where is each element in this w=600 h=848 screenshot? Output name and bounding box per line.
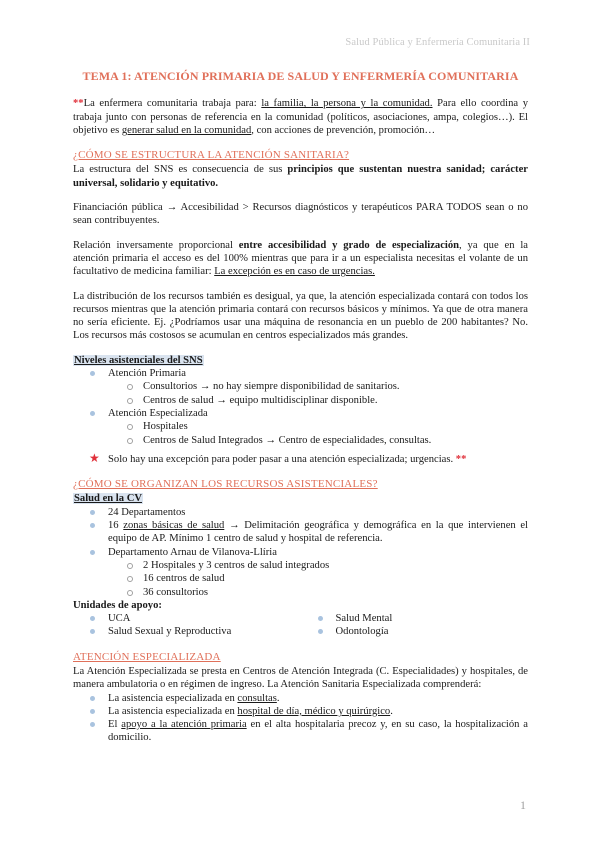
bullet-icon <box>90 722 95 727</box>
section-heading-estructura: ¿CÓMO SE ESTRUCTURA LA ATENCIÓN SANITARIA? <box>73 149 350 162</box>
apoyo-columns <box>73 612 528 639</box>
bullet-icon <box>318 629 323 634</box>
list-item: Salud Sexual y Reproductiva <box>73 625 301 638</box>
cv-heading: Salud en la CV <box>74 493 142 505</box>
especializada-list <box>73 692 528 745</box>
list-item: El apoyo a la atención primaria en el alta hospitalaria precoz y, en su caso, la hospitalización a domicilio. <box>73 718 528 745</box>
bullet-icon <box>90 709 95 714</box>
list-item: 24 Departamentos <box>73 506 528 519</box>
hollow-bullet-icon <box>127 590 133 596</box>
list-item: Salud Mental <box>301 612 529 625</box>
paragraph-principios: La estructura del SNS es consecuencia de sus principios que sustentan nuestra sanidad; carácter universal, solidario y equitativo. <box>73 164 528 189</box>
hollow-bullet-icon <box>127 576 133 582</box>
hollow-bullet-icon <box>127 384 133 390</box>
bullet-icon <box>90 371 95 376</box>
list-item: Atención Especializada <box>73 407 528 420</box>
list-item: Odontología <box>301 625 529 638</box>
list-item: La asistencia especializada en hospital de día, médico y quirúrgico. <box>73 705 528 718</box>
apoyo-list-left <box>73 612 301 639</box>
urgencias-note: ★ Solo hay una excepción para poder pasar a una atención especializada; urgencias. ** <box>89 450 467 465</box>
list-subitem: 36 consultorios <box>73 586 528 599</box>
list-item: 16 zonas básicas de salud → Delimitación geográfica y demográfica en la que intervienen el equipo de AP. Mínimo 1 centro de salud y hospital de referencia. <box>73 519 528 546</box>
list-subitem: Centros de salud → equipo multidisciplinar disponible. <box>73 394 528 407</box>
apoyo-heading: Unidades de apoyo: <box>73 599 162 611</box>
paragraph-financiacion: Financiación pública → Accesibilidad > Recursos diagnósticos y terapéuticos PARA TODOS sean o no sean contribuyentes. <box>73 202 528 227</box>
bullet-icon <box>90 696 95 701</box>
page-title: TEMA 1: ATENCIÓN PRIMARIA DE SALUD Y ENFERMERÍA COMUNITARIA <box>82 69 519 83</box>
star-icon: ★ <box>89 450 100 465</box>
list-item: La asistencia especializada en consultas. <box>73 692 528 705</box>
list-subitem: 2 Hospitales y 3 centros de salud integrados <box>73 559 528 572</box>
niveles-list <box>73 367 528 447</box>
paragraph-accesibilidad: Relación inversamente proporcional entre accesibilidad y grado de especialización, ya que en la atención primaria el acceso es del 100% mientras que para ir a un especialista necesitas el volante de un facultativo de medicina familiar: La excepción es en caso de urgencias. <box>73 239 528 278</box>
bullet-icon <box>90 411 95 416</box>
running-header: Salud Pública y Enfermería Comunitaria II <box>345 37 530 48</box>
cv-list <box>73 506 528 599</box>
list-item: UCA <box>73 612 301 625</box>
section-heading-recursos: ¿CÓMO SE ORGANIZAN LOS RECURSOS ASISTENCIALES? <box>73 478 378 491</box>
intro-paragraph: **La enfermera comunitaria trabaja para: la familia, la persona y la comunidad. Para ello coordina y trabaja junto con personas de referencia en la comunidad (políticos, asociaciones, ampa, colegios…). El objetivo es generar salud en la comunidad, con acciones de prevención, promoción… <box>73 98 528 136</box>
list-item: Atención Primaria <box>73 367 528 380</box>
bullet-icon <box>90 510 95 515</box>
list-subitem: Centros de Salud Integrados → Centro de especialidades, consultas. <box>73 434 528 447</box>
bullet-icon <box>90 629 95 634</box>
apoyo-list-right <box>301 612 529 639</box>
bullet-icon <box>90 616 95 621</box>
hollow-bullet-icon <box>127 424 133 430</box>
bullet-icon <box>318 616 323 621</box>
bullet-icon <box>90 550 95 555</box>
important-marker: ** <box>73 98 84 110</box>
niveles-heading: Niveles asistenciales del SNS <box>74 354 203 366</box>
bullet-icon <box>90 523 95 528</box>
list-subitem: Hospitales <box>73 420 528 433</box>
list-item: Departamento Arnau de Vilanova-Llíria <box>73 546 528 559</box>
paragraph-recursos: La distribución de los recursos también es desigual, ya que, la atención especializada contará con todos los recursos mientras que la atención primaria contará con recursos básicos y mínimos. Ya que de otra manera no sería eficiente. Ej. ¿Podríamos usar una máquina de resonancia en un pueblo de 200 habitantes? No. Los recursos más costosos se acumulan en centros especializados más grandes. <box>73 290 528 342</box>
page-number: 1 <box>520 798 526 812</box>
paragraph-especializada: La Atención Especializada se presta en Centros de Atención Integrada (C. Especialidades) y hospitales, de manera ambulatoria o en régimen de ingreso. La Atención Sanitaria Especializada comprenderá: <box>73 665 528 691</box>
list-subitem: Consultorios → no hay siempre disponibilidad de sanitarios. <box>73 380 528 393</box>
hollow-bullet-icon <box>127 438 133 444</box>
page-content <box>73 70 528 745</box>
list-subitem: 16 centros de salud <box>73 572 528 585</box>
hollow-bullet-icon <box>127 563 133 569</box>
hollow-bullet-icon <box>127 398 133 404</box>
section-heading-especializada: ATENCIÓN ESPECIALIZADA <box>73 650 221 663</box>
